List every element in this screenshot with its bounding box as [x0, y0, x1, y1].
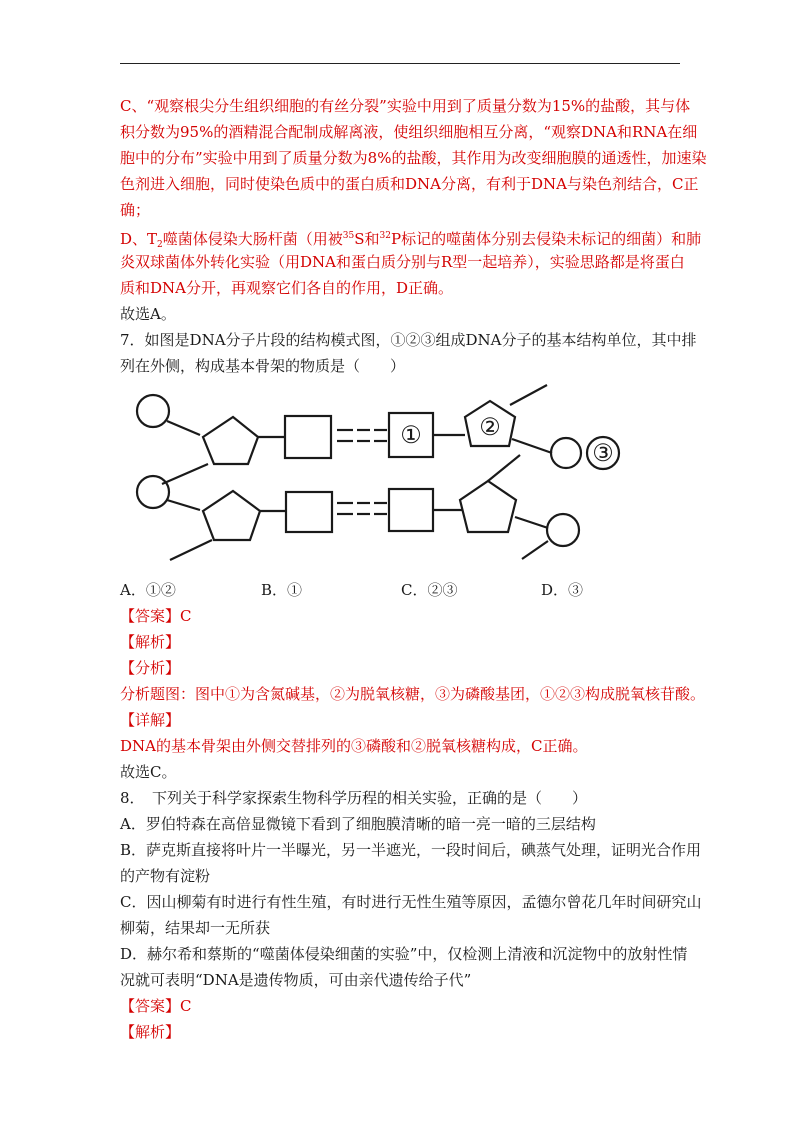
option-c-explanation-line5: 确； — [120, 201, 151, 219]
bond-line — [167, 500, 200, 510]
q7-fenxi-header: 【分析】 — [120, 659, 181, 677]
dna-structure-diagram — [0, 375, 800, 575]
q8-option-d-line2[interactable]: 况就可表明“DNA是遗传物质，可由亲代遗传给子代” — [120, 971, 472, 989]
bond-line — [512, 439, 552, 453]
deoxyribose-pentagon — [203, 491, 260, 540]
option-d-explanation-line3: 质和DNA分开，再观察它们各自的作用，D正确。 — [120, 279, 454, 297]
base-square — [285, 416, 331, 458]
q7-stem-line2: 列在外侧，构成基本骨架的物质是（ ） — [120, 357, 406, 375]
bond-line — [515, 517, 548, 528]
phosphate-circle — [547, 514, 579, 546]
label-1: ① — [400, 421, 422, 449]
q8-answer: 【答案】C — [120, 997, 192, 1015]
bond-line — [510, 385, 547, 405]
option-c-explanation-line3: 胞中的分布”实验中用到了质量分数为8%的盐酸，其作用为改变细胞膜的通透性，加速染 — [120, 149, 707, 167]
q7-option-c[interactable]: C．②③ — [401, 581, 458, 599]
phosphate-circle-labeled — [551, 438, 581, 468]
option-c-explanation-line2: 积分数为95%的酒精混合配制成解离液，使组织细胞相互分离，“观察DNA和RNA在细 — [120, 123, 698, 141]
q8-option-c-line1[interactable]: C．因山柳菊有时进行有性生殖，有时进行无性生殖等原因，孟德尔曾花几年时间研究山 — [120, 893, 702, 911]
q8-option-a[interactable]: A．罗伯特森在高倍显微镜下看到了细胞膜清晰的暗一亮一暗的三层结构 — [120, 815, 596, 833]
q7-detail-text: DNA的基本骨架由外侧交替排列的③磷酸和②脱氧核糖构成，C正确。 — [120, 737, 588, 755]
q7-fenxi-text: 分析题图：图中①为含氮碱基，②为脱氧核糖，③为磷酸基团，①②③构成脱氧核苷酸。 — [120, 685, 706, 703]
q7-option-d[interactable]: D．③ — [541, 581, 584, 599]
q7-detail-header: 【详解】 — [120, 711, 181, 729]
q8-option-d-line1[interactable]: D．赫尔希和蔡斯的“噬菌体侵染细菌的实验”中，仅检测上清液和沉淀物中的放射性情 — [120, 945, 688, 963]
bond-line — [522, 541, 548, 559]
deoxyribose-pentagon — [460, 481, 516, 532]
label-3: ③ — [592, 439, 614, 467]
header-rule — [120, 63, 680, 64]
bond-line — [162, 464, 208, 484]
q6-conclusion: 故选A。 — [120, 305, 176, 323]
base-square — [389, 489, 433, 531]
option-d-explanation-line1: D、$T_2$噬菌体侵染大肠杆菌（用被$^{35}$S和$^{32}$P标记的噬菌体分别去侵染未标记的细菌）和肺 — [120, 230, 702, 250]
label-2: ② — [479, 413, 501, 441]
base-square — [286, 492, 332, 532]
q7-option-b[interactable]: B．① — [261, 581, 303, 599]
q8-option-c-line2[interactable]: 柳菊，结果却一无所获 — [120, 919, 271, 937]
q7-options — [120, 579, 680, 601]
q7-analysis-header: 【解析】 — [120, 633, 181, 651]
bond-line — [488, 455, 520, 481]
option-c-explanation-line4: 色剂进入细胞，同时使染色质中的蛋白质和DNA分离，有利于DNA与染色剂结合，C正 — [120, 175, 699, 193]
bond-line — [167, 421, 200, 435]
q7-conclusion: 故选C。 — [120, 763, 177, 781]
bond-line — [170, 540, 212, 560]
phosphate-circle — [137, 476, 169, 508]
q8-stem: 8． 下列关于科学家探索生物科学历程的相关实验，正确的是（ ） — [120, 789, 588, 807]
deoxyribose-pentagon — [203, 417, 258, 464]
q7-option-a[interactable]: A．①② — [120, 581, 176, 599]
option-d-explanation-line2: 炎双球菌体外转化实验（用DNA和蛋白质分别与R型一起培养），实验思路都是将蛋白 — [120, 253, 685, 271]
option-c-explanation-line1: C、“观察根尖分生组织细胞的有丝分裂”实验中用到了质量分数为15%的盐酸，其与体 — [120, 97, 691, 115]
q8-analysis-header: 【解析】 — [120, 1023, 181, 1041]
q8-option-b-line2[interactable]: 的产物有淀粉 — [120, 867, 211, 885]
q8-option-b-line1[interactable]: B．萨克斯直接将叶片一半曝光，另一半遮光，一段时间后，碘蒸气处理，证明光合作用 — [120, 841, 702, 859]
q7-stem-line1: 7．如图是DNA分子片段的结构模式图，①②③组成DNA分子的基本结构单位，其中排 — [120, 331, 697, 349]
q7-answer: 【答案】C — [120, 607, 192, 625]
phosphate-circle — [137, 395, 169, 427]
